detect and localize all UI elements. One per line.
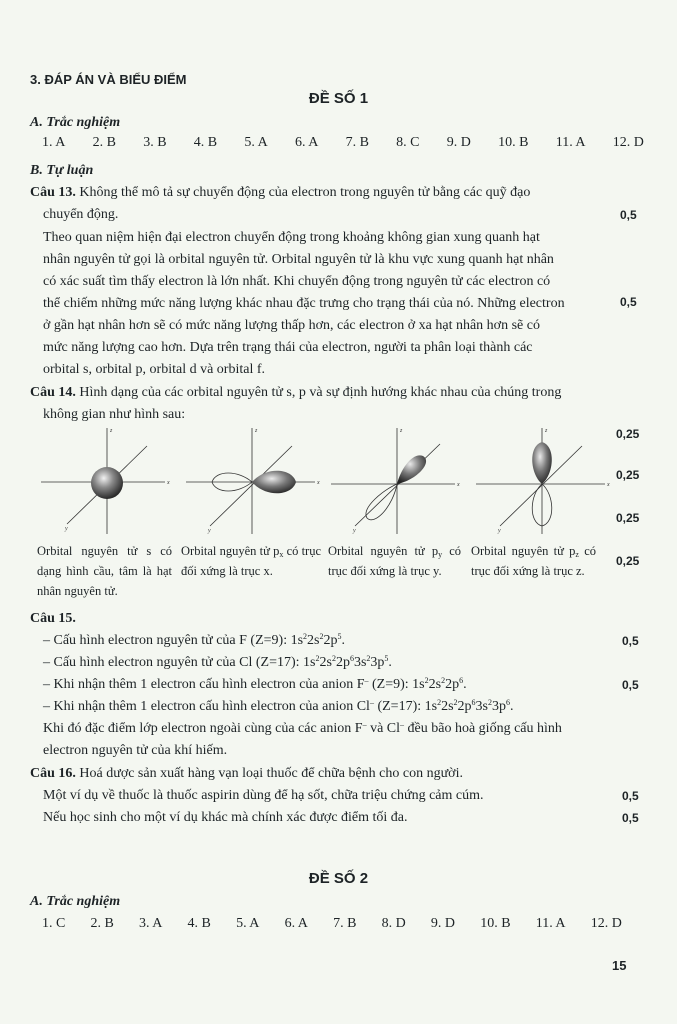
q16-line-1: Câu 16. Hoá dược sản xuất hàng vạn loại thuốc để chữa bệnh cho con người. — [30, 766, 463, 781]
q16-label: Câu 16. — [30, 766, 76, 781]
q14-score-2: 0,25 — [616, 468, 640, 482]
orbital-s-figure — [35, 422, 180, 540]
q14-line-1: Câu 14. Hình dạng của các orbital nguyên tử s, p và sự định hướng khác nhau của chúng trong — [30, 385, 562, 400]
answer-item: 11. A — [535, 916, 566, 931]
q16-line-3: Nếu học sinh cho một ví dụ khác mà chính xác được điểm tối đa. — [43, 810, 408, 825]
answer-item: 5. A — [244, 135, 268, 150]
caption-orbital-pz: Orbital nguyên tử $p_z$ có trục đối xứng là trục z. — [471, 544, 597, 578]
de2-answer-row — [42, 916, 622, 932]
q15-line-2: – Cấu hình electron nguyên tử của Cl (Z=17): $1s^22s^22p^63s^23p^5$. — [43, 654, 392, 670]
axis-y-label: y — [208, 528, 211, 534]
de1-answer-row — [42, 135, 644, 151]
answer-item: 1. C — [42, 916, 66, 931]
axis-x-label: x — [457, 482, 460, 488]
answer-item: 3. B — [143, 135, 167, 150]
q15-score-1: 0,5 — [622, 634, 639, 648]
answer-item: 9. D — [446, 135, 471, 150]
page-number: 15 — [612, 958, 627, 973]
q13-line-9: orbital s, orbital p, orbital d và orbital f. — [43, 362, 266, 377]
q14-score-3: 0,25 — [616, 511, 640, 525]
answer-item: 7. B — [345, 135, 369, 150]
axis-z-label: z — [545, 428, 548, 434]
q16-line-2: Một ví dụ về thuốc là thuốc aspirin dùng để hạ sốt, chữa triệu chứng cảm cúm. — [43, 788, 484, 803]
q13-line-6: thể chiếm những mức năng lượng khác nhau đặc trưng cho trạng thái của nó. Những electron — [43, 296, 565, 311]
q13-line-2: chuyển động. — [43, 207, 119, 222]
q15-line-1: – Cấu hình electron nguyên tử của F (Z=9): $1s^22s^22p^5$. — [43, 632, 345, 648]
answer-item: 12. D — [612, 135, 644, 150]
de1-essay-title: B. Tự luận — [30, 163, 94, 178]
answer-item: 8. D — [381, 916, 406, 931]
answer-item: 3. A — [139, 916, 163, 931]
q15-label: Câu 15. — [30, 611, 76, 626]
q15-line-5: Khi đó đặc điểm lớp electron ngoài cùng của các anion F– và Cl– đều bão hoà giống cấu hình — [43, 720, 562, 736]
q14-label: Câu 14. — [30, 385, 76, 400]
answer-item: 1. A — [42, 135, 66, 150]
q13-line-1: Câu 13. Không thể mô tả sự chuyển động của electron trong nguyên tử bằng các quỹ đạo — [30, 185, 531, 200]
q13-line-4: nhân nguyên tử gọi là orbital nguyên tử. Orbital nguyên tử là khu vực xung quanh hạt nhân — [43, 252, 554, 267]
axis-y-label: y — [498, 528, 501, 534]
q16-score-1: 0,5 — [622, 789, 639, 803]
caption-orbital-px: Orbital nguyên tử $p_x$ có trục đối xứng là trục x. — [181, 544, 322, 578]
orbital-py-figure — [325, 422, 470, 540]
answer-item: 10. B — [480, 916, 511, 931]
answer-item: 5. A — [236, 916, 260, 931]
answer-item: 6. A — [284, 916, 308, 931]
axis-y-label: y — [65, 526, 68, 532]
de2-mc-title: A. Trắc nghiệm — [30, 894, 121, 909]
q16-score-2: 0,5 — [622, 811, 639, 825]
answer-item: 2. B — [90, 916, 114, 931]
answer-item: 10. B — [498, 135, 529, 150]
axis-x-label: x — [167, 480, 170, 486]
answer-item: 8. C — [396, 135, 420, 150]
q13-line-7: ở gần hạt nhân hơn sẽ có mức năng lượng thấp hơn, các electron ở xa hạt nhân hơn sẽ có — [43, 318, 540, 333]
q15-line-3: – Khi nhận thêm 1 electron cấu hình electron của anion F– (Z=9): $1s^22s^22p^6$. — [43, 676, 467, 692]
axis-x-label: x — [317, 480, 320, 486]
section-title: 3. ĐÁP ÁN VÀ BIỂU ĐIỂM — [30, 72, 187, 87]
answer-item: 7. B — [333, 916, 357, 931]
answer-item: 11. A — [555, 135, 586, 150]
axis-z-label: z — [255, 428, 258, 434]
q13-score-2: 0,5 — [620, 295, 637, 309]
answer-item: 9. D — [430, 916, 456, 931]
axis-z-label: z — [110, 428, 113, 434]
answer-item: 4. B — [187, 916, 211, 931]
q14-score-1: 0,25 — [616, 427, 640, 441]
q15-line-6: electron nguyên tử của khí hiếm. — [43, 743, 228, 758]
q14-score-4: 0,25 — [616, 554, 640, 568]
q13-line-3: Theo quan niệm hiện đại electron chuyển động trong khoảng không gian xung quanh hạt — [43, 230, 540, 245]
axis-y-label: y — [353, 528, 356, 534]
orbital-px-figure — [180, 422, 325, 540]
q15-score-2: 0,5 — [622, 678, 639, 692]
axis-x-label: x — [607, 482, 610, 488]
answer-item: 6. A — [294, 135, 319, 150]
caption-orbital-s: Orbital nguyên tử s có dạng hình cầu, tâm là hạt nhân nguyên tử. — [37, 544, 172, 598]
axis-z-label: z — [400, 428, 403, 434]
de1-mc-title: A. Trắc nghiệm — [30, 115, 121, 130]
q13-line-8: mức năng lượng cao hơn. Dựa trên trạng thái của electron, người ta phân loại thành các — [43, 340, 533, 355]
answer-item: 4. B — [193, 135, 218, 150]
answer-item: 2. B — [92, 135, 116, 150]
q13-score-1: 0,5 — [620, 208, 637, 222]
q14-line-2: không gian như hình sau: — [43, 407, 186, 422]
q15-line-4: – Khi nhận thêm 1 electron cấu hình electron của anion Cl– (Z=17): $1s^22s^22p^63s^23p^6$. — [43, 698, 514, 714]
answer-item: 12. D — [590, 916, 622, 931]
orbital-pz-figure — [470, 422, 615, 540]
q13-label: Câu 13. — [30, 185, 76, 200]
de1-title: ĐỀ SỐ 1 — [308, 90, 369, 107]
de2-title: ĐỀ SỐ 2 — [308, 870, 369, 887]
caption-orbital-py: Orbital nguyên tử $p_y$ có trục đối xứng là trục y. — [328, 544, 462, 578]
q13-line-5: có xác suất tìm thấy electron là lớn nhất. Khi chuyển động trong nguyên tử các electron có — [43, 274, 551, 289]
